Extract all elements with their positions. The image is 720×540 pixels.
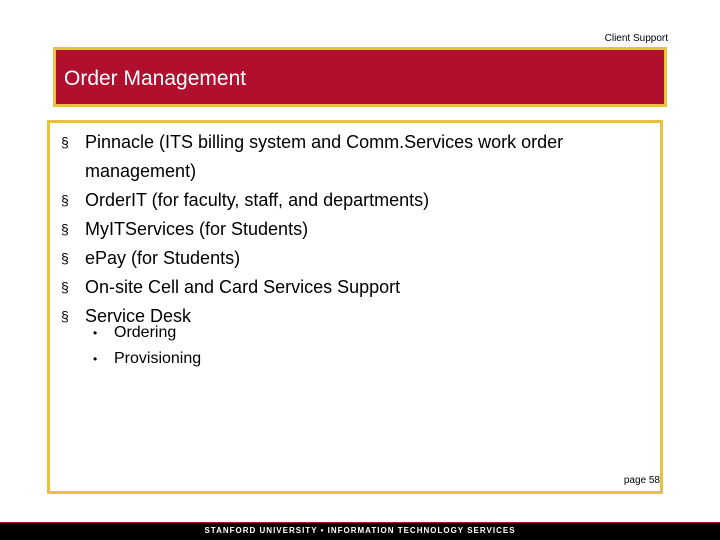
footer-text: STANFORD UNIVERSITY • INFORMATION TECHNOLOGY SERVICES [204,526,516,535]
list-item [61,128,651,186]
slide-title: Order Management [64,67,247,90]
sub-list-item [93,320,201,346]
footer-bar [0,522,720,540]
list-item-text: Service Desk [85,306,192,326]
content-box [47,120,663,494]
bullet-marker: § [61,134,69,150]
list-item-text: Pinnacle (ITS billing system and Comm.Services work order management) [85,132,564,181]
sub-bullet-marker: • [93,326,98,340]
sub-bullet-list [93,320,201,372]
sub-list-item [93,346,201,372]
bullet-marker: § [61,221,69,237]
list-item [61,273,651,302]
bullet-list [61,128,651,331]
sub-list-item-text: Ordering [114,324,177,341]
list-item [61,244,651,273]
list-item [61,186,651,215]
list-item-text: OrderIT (for faculty, staff, and departments) [85,190,430,210]
header-label: Client Support [604,33,668,44]
sub-bullet-marker: • [93,352,98,366]
page-number: page 58 [623,475,660,486]
list-item-text: On-site Cell and Card Services Support [85,277,401,297]
bullet-marker: § [61,279,69,295]
title-bar [53,47,667,107]
list-item-text: ePay (for Students) [85,248,241,268]
bullet-marker: § [61,308,69,324]
list-item [61,215,651,244]
bullet-marker: § [61,192,69,208]
bullet-marker: § [61,250,69,266]
sub-list-item-text: Provisioning [114,350,202,367]
list-item-text: MyITServices (for Students) [85,219,309,239]
